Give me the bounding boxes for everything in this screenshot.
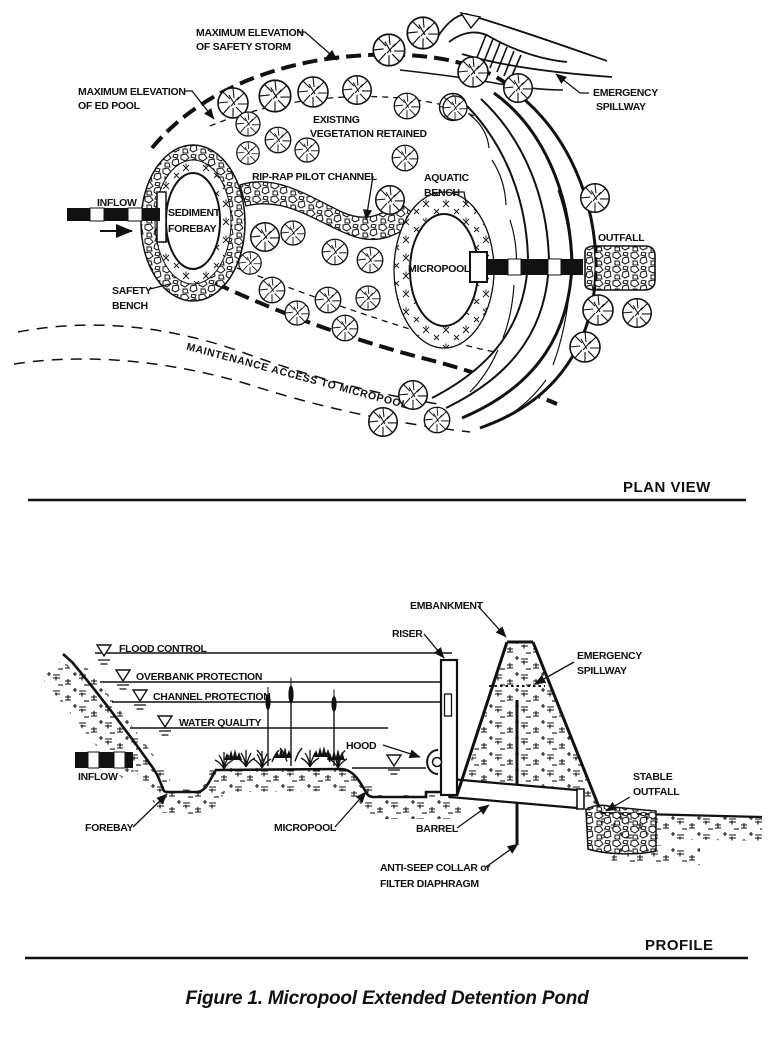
water-surface-icon: [387, 755, 401, 774]
tree-icon: [322, 239, 348, 265]
tree-icon: [259, 80, 291, 112]
plan-label-safety-bench-line2: BENCH: [112, 300, 148, 312]
tree-icon: [281, 221, 305, 245]
tree-icon: [265, 127, 291, 153]
plan-label-sediment-forebay-line2: FOREBAY: [168, 223, 217, 235]
tree-icon: [570, 332, 600, 362]
plan-riser-box: [470, 252, 487, 282]
plan-label-inflow: INFLOW: [97, 197, 137, 209]
plan-label-safety-bench-line1: SAFETY: [112, 285, 152, 297]
tree-icon: [407, 17, 439, 49]
tree-icon: [298, 77, 328, 107]
riser-structure: [427, 660, 457, 795]
profile-label-forebay: FOREBAY: [85, 822, 134, 834]
profile-label-micropool: MICROPOOL: [274, 822, 337, 834]
profile-label-anti-seep-line1: ANTI-SEEP COLLAR or: [380, 862, 491, 874]
profile-label-flood-control: FLOOD CONTROL: [119, 643, 207, 655]
figure-caption: Figure 1. Micropool Extended Detention Pond: [185, 988, 589, 1009]
tree-icon: [424, 407, 450, 433]
plan-section-label: PLAN VIEW: [623, 479, 711, 496]
plan-label-emergency-spillway-line2: SPILLWAY: [596, 101, 646, 113]
profile-label-barrel: BARREL: [416, 823, 458, 835]
tree-icon: [295, 138, 319, 162]
tree-icon: [394, 93, 420, 119]
tree-icon: [392, 145, 418, 171]
tree-icon: [356, 286, 380, 310]
tree-icon: [583, 295, 613, 325]
profile-label-inflow: INFLOW: [78, 771, 118, 783]
tree-icon: [623, 299, 652, 328]
profile-section-label: PROFILE: [645, 937, 714, 954]
cattail-icon: [280, 678, 302, 766]
tree-icon: [443, 96, 467, 120]
tree-icon: [239, 252, 262, 275]
tree-icon: [343, 76, 372, 105]
tree-icon: [376, 186, 405, 215]
profile-label-water-quality: WATER QUALITY: [179, 717, 262, 729]
profile-label-hood: HOOD: [346, 740, 377, 752]
tree-icon: [285, 301, 309, 325]
water-surface-icon: [133, 690, 147, 709]
profile-label-emergency-spillway-line1: EMERGENCY: [577, 650, 642, 662]
profile-drawing: [52, 600, 762, 890]
plan-label-max-elev-ed-pool-line1: MAXIMUM ELEVATION: [78, 86, 186, 98]
plan-label-outfall: OUTFALL: [598, 232, 645, 244]
water-surface-icon: [97, 645, 111, 664]
profile-inflow-pipe: [75, 752, 133, 768]
plan-label-max-elev-ed-pool-line2: OF ED POOL: [78, 100, 140, 112]
riser-orifice: [445, 694, 452, 716]
tree-icon: [315, 287, 341, 313]
tree-icon: [259, 277, 285, 303]
tree-icon: [373, 34, 405, 66]
plan-label-maintenance-access: MAINTENANCE ACCESS TO MICROPOOL: [185, 340, 409, 412]
tree-icon: [251, 223, 280, 252]
profile-label-stable-outfall-line2: OUTFALL: [633, 786, 680, 798]
plan-label-max-elev-safety-storm-line2: OF SAFETY STORM: [196, 41, 291, 53]
tree-icon: [236, 112, 260, 136]
profile-label-emergency-spillway-line2: SPILLWAY: [577, 665, 627, 677]
plan-label-aquatic-bench-line2: BENCH: [424, 187, 460, 199]
profile-label-overbank-protection: OVERBANK PROTECTION: [136, 671, 263, 683]
tree-icon: [581, 184, 610, 213]
plan-label-existing-vegetation-line2: VEGETATION RETAINED: [310, 128, 427, 140]
profile-label-riser: RISER: [392, 628, 423, 640]
stable-outfall-riprap: [586, 805, 656, 854]
water-surface-icon: [116, 670, 130, 689]
tree-icon: [369, 408, 398, 437]
profile-label-anti-seep-line2: FILTER DIAPHRAGM: [380, 878, 479, 890]
profile-label-channel-protection: CHANNEL PROTECTION: [153, 691, 271, 703]
plan-label-rip-rap-pilot-channel: RIP-RAP PILOT CHANNEL: [252, 171, 377, 183]
bush-icon: [313, 746, 331, 757]
profile-label-stable-outfall-line1: STABLE: [633, 771, 673, 783]
plan-label-existing-vegetation-line1: EXISTING: [313, 114, 360, 126]
water-surface-icon: [158, 716, 172, 735]
tree-icon: [237, 142, 260, 165]
bush-icon: [327, 749, 345, 760]
plan-label-aquatic-bench-line1: AQUATIC: [424, 172, 469, 184]
plan-label-max-elev-safety-storm-line1: MAXIMUM ELEVATION: [196, 27, 304, 39]
bush-icon: [224, 749, 242, 760]
outfall-riprap-apron: [585, 246, 655, 290]
profile-label-embankment: EMBANKMENT: [410, 600, 483, 612]
plan-label-sediment-forebay-line1: SEDIMENT: [168, 207, 220, 219]
tree-icon: [504, 74, 533, 103]
tree-icon: [357, 247, 383, 273]
plan-view-drawing: [14, 13, 658, 436]
plan-label-micropool: MICROPOOL: [408, 263, 471, 275]
plan-label-emergency-spillway-line1: EMERGENCY: [593, 87, 658, 99]
tree-icon: [458, 57, 488, 87]
tree-icon: [332, 315, 358, 341]
